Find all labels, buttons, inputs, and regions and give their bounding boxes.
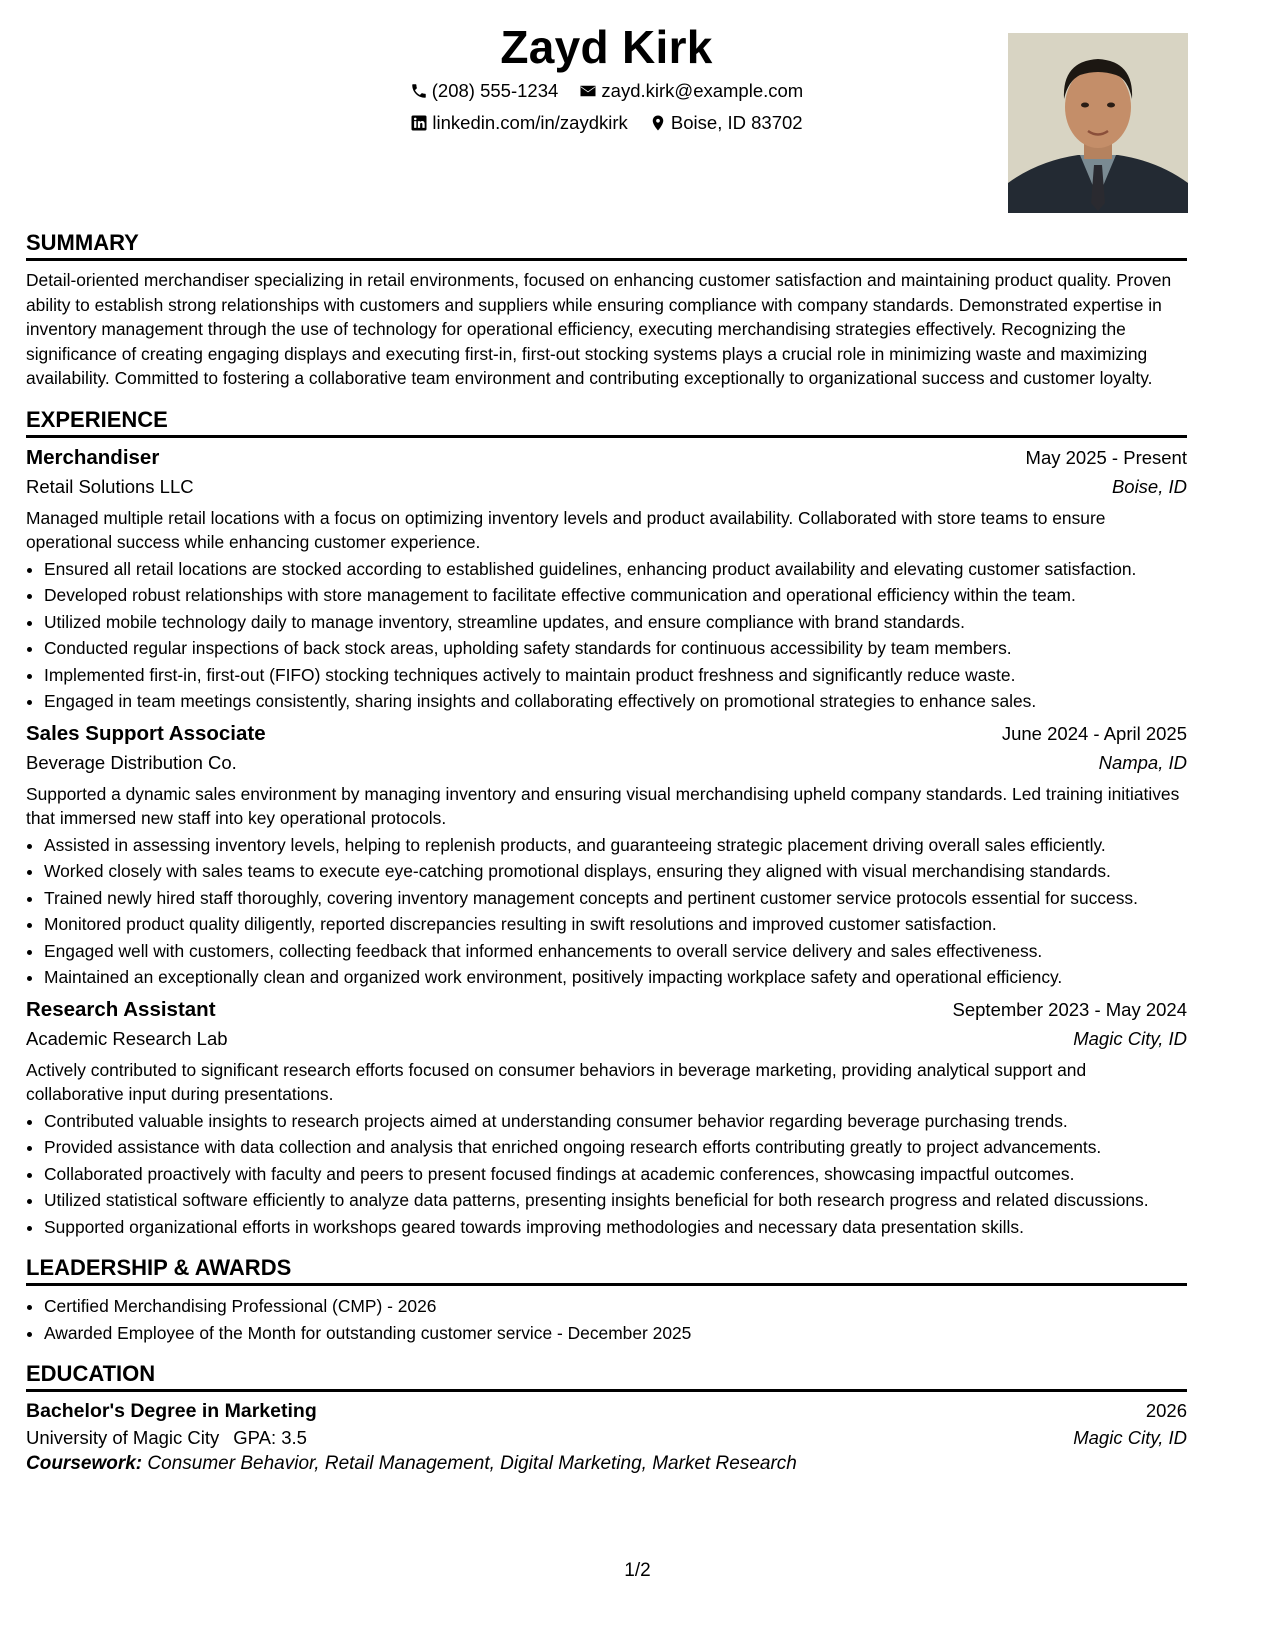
experience-heading: EXPERIENCE <box>26 407 1187 438</box>
job-description: Actively contributed to significant research efforts focused on consumer behaviors in beverage marketing, providing analytical support and collaborative input during presentations. <box>26 1059 1087 1104</box>
job-entry-1 <box>26 446 1187 714</box>
gpa-text: GPA: 3.5 <box>233 1427 307 1448</box>
job-description: Managed multiple retail locations with a focus on optimizing inventory levels and product availability. Collaborated with store teams to ensure operational success while enhancing customer experience. <box>26 507 1106 552</box>
location-contact <box>649 112 803 134</box>
envelope-icon <box>579 82 597 100</box>
list-item: • Utilized statistical software efficiently to analyze data patterns, presenting insights beneficial for both research progress and related discussions. <box>44 1188 1187 1213</box>
job-org: Retail Solutions LLC <box>26 475 194 497</box>
education-entry <box>26 1400 1187 1475</box>
list-item: • Supported organizational efforts in workshops geared towards improving methodologies and necessary data presentation skills. <box>44 1215 1187 1240</box>
job-description: Supported a dynamic sales environment by managing inventory and ensuring visual merchandising upheld company standards. Led training initiatives that immersed new staff into key operational protocols. <box>26 783 1180 828</box>
linkedin-text: linkedin.com/in/zaydkirk <box>432 112 628 133</box>
candidate-name: Zayd Kirk <box>500 21 713 73</box>
phone-icon <box>410 82 428 100</box>
job-title: Merchandiser <box>26 445 160 469</box>
list-item: • Assisted in assessing inventory levels, helping to replenish products, and guaranteeing strategic placement driving overall sales efficiently. <box>44 833 1187 858</box>
list-item: • Ensured all retail locations are stocked according to established guidelines, enhancing product availability and elevating customer satisfaction. <box>44 557 1187 582</box>
degree-title: Bachelor's Degree in Marketing <box>26 1400 317 1422</box>
linkedin-contact[interactable] <box>410 112 627 134</box>
job-dates: September 2023 - May 2024 <box>952 998 1187 1020</box>
list-item: • Certified Merchandising Professional (CMP) - 2026 <box>44 1294 1187 1319</box>
job-org: Academic Research Lab <box>26 1027 228 1049</box>
job-title: Research Assistant <box>26 997 216 1021</box>
summary-text: Detail-oriented merchandiser specializing in retail environments, focused on enhancing customer satisfaction and maintaining product quality. Proven ability to establish strong relationships with customers and suppliers while ensuring compliance with company standards. Demonstrated expertise in inventory management through the use of technology for operational efficiency, executing merchandising strategies effectively. Recognizing the significance of creating engaging displays and executing first-in, first-out stocking systems plays a crucial role in minimizing waste and maximizing availability. Committed to fostering a collaborative team environment and contributing exceptionally to organizational success and customer loyalty. <box>26 270 1172 388</box>
job-title: Sales Support Associate <box>26 721 266 745</box>
coursework-label: Coursework: <box>26 1453 143 1474</box>
list-item: • Implemented first-in, first-out (FIFO) stocking techniques actively to maintain product freshness and significantly reduce waste. <box>44 663 1187 688</box>
school-name: University of Magic City <box>26 1427 220 1448</box>
list-item: • Engaged well with customers, collecting feedback that informed enhancements to overall service delivery and sales effectiveness. <box>44 939 1187 964</box>
resume-header <box>26 0 1187 220</box>
job-entry-2 <box>26 722 1187 990</box>
job-org: Beverage Distribution Co. <box>26 751 237 773</box>
school-location: Magic City, ID <box>1073 1427 1187 1448</box>
map-pin-icon <box>649 114 667 132</box>
list-item: • Monitored product quality diligently, reported discrepancies resulting in swift resolutions and improved customer satisfaction. <box>44 912 1187 937</box>
location-text: Boise, ID 83702 <box>670 112 803 133</box>
list-item: • Engaged in team meetings consistently, sharing insights and collaborating effectively on promotional strategies to enhance sales. <box>44 689 1187 714</box>
email-contact[interactable] <box>579 80 803 102</box>
job-location: Boise, ID <box>1111 475 1187 497</box>
degree-year: 2026 <box>1145 1400 1187 1421</box>
job-dates: May 2025 - Present <box>1025 446 1187 468</box>
profile-photo <box>1008 33 1188 213</box>
list-item: • Utilized mobile technology daily to manage inventory, streamline updates, and ensure compliance with brand standards. <box>44 610 1187 635</box>
summary-heading: SUMMARY <box>26 230 1187 261</box>
page-number: 1/2 <box>624 1560 651 1581</box>
phone-contact[interactable] <box>410 80 559 102</box>
awards-list <box>26 1294 1187 1345</box>
list-item: • Maintained an exceptionally clean and organized work environment, positively impacting workplace safety and operational efficiency. <box>44 965 1187 990</box>
list-item: • Provided assistance with data collection and analysis that enriched ongoing research efforts contributing greatly to project advancements. <box>44 1135 1187 1160</box>
job-bullets <box>26 833 1187 990</box>
awards-heading: LEADERSHIP & AWARDS <box>26 1255 1187 1286</box>
job-dates: June 2024 - April 2025 <box>1001 722 1187 744</box>
email-text: zayd.kirk@example.com <box>601 80 804 101</box>
coursework-text: Consumer Behavior, Retail Management, Digital Marketing, Market Research <box>147 1453 797 1474</box>
list-item: • Worked closely with sales teams to execute eye-catching promotional displays, ensuring they aligned with visual merchandising standards. <box>44 859 1187 884</box>
list-item: • Awarded Employee of the Month for outstanding customer service - December 2025 <box>44 1321 1187 1346</box>
school-line <box>26 1427 307 1449</box>
job-bullets <box>26 1109 1187 1240</box>
list-item: • Contributed valuable insights to research projects aimed at understanding consumer behavior regarding beverage purchasing trends. <box>44 1109 1187 1134</box>
education-heading: EDUCATION <box>26 1361 1187 1392</box>
phone-text: (208) 555-1234 <box>431 80 559 101</box>
job-location: Magic City, ID <box>1073 1027 1187 1049</box>
job-entry-3 <box>26 998 1187 1240</box>
job-bullets <box>26 557 1187 714</box>
list-item: • Conducted regular inspections of back stock areas, upholding safety standards for continuous accessibility by team members. <box>44 636 1187 661</box>
list-item: • Collaborated proactively with faculty and peers to present focused findings at academic conferences, showcasing impactful outcomes. <box>44 1162 1187 1187</box>
coursework-line <box>26 1453 1187 1475</box>
list-item: • Trained newly hired staff thoroughly, covering inventory management concepts and pertinent customer service protocols essential for success. <box>44 886 1187 911</box>
job-location: Nampa, ID <box>1098 751 1187 773</box>
list-item: • Developed robust relationships with store management to facilitate effective communication and operational efficiency within the team. <box>44 583 1187 608</box>
linkedin-icon <box>410 114 428 132</box>
